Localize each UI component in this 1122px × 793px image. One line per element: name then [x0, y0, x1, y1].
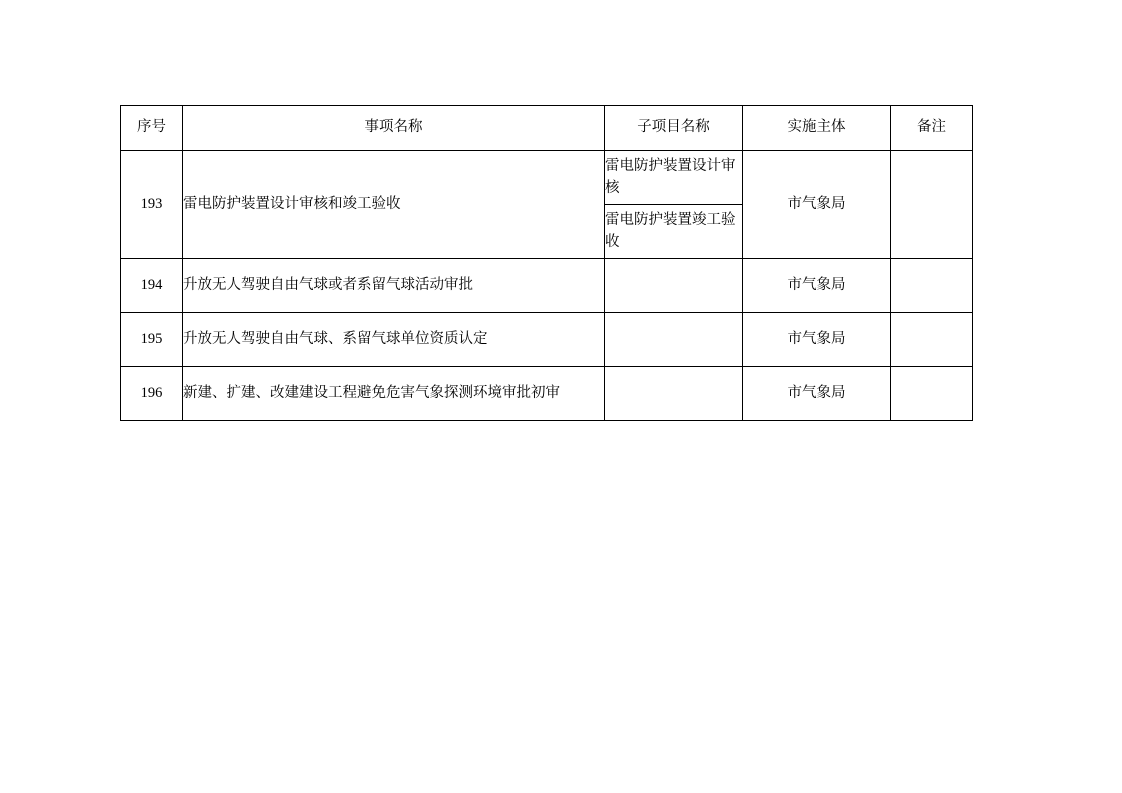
header-remarks: 备注	[891, 106, 973, 151]
header-implementing-body: 实施主体	[743, 106, 891, 151]
cell-seq: 195	[121, 313, 183, 367]
cell-seq: 193	[121, 151, 183, 259]
cell-remarks	[891, 367, 973, 421]
cell-item-name: 新建、扩建、改建建设工程避免危害气象探测环境审批初审	[183, 367, 605, 421]
table-header-row	[121, 106, 973, 151]
cell-remarks	[891, 313, 973, 367]
table-row	[121, 259, 973, 313]
cell-subitem-name	[605, 313, 743, 367]
cell-implementing-body: 市气象局	[743, 259, 891, 313]
table-body	[121, 151, 973, 421]
cell-item-name: 升放无人驾驶自由气球或者系留气球活动审批	[183, 259, 605, 313]
cell-subitem-name	[605, 367, 743, 421]
table-container	[120, 105, 972, 421]
header-subitem-name: 子项目名称	[605, 106, 743, 151]
cell-subitem-name: 雷电防护装置设计审核	[605, 151, 743, 205]
cell-subitem-name	[605, 259, 743, 313]
cell-item-name: 雷电防护装置设计审核和竣工验收	[183, 151, 605, 259]
cell-item-name: 升放无人驾驶自由气球、系留气球单位资质认定	[183, 313, 605, 367]
table-row	[121, 367, 973, 421]
cell-implementing-body: 市气象局	[743, 367, 891, 421]
cell-subitem-name: 雷电防护装置竣工验收	[605, 205, 743, 259]
header-seq: 序号	[121, 106, 183, 151]
table-header	[121, 106, 973, 151]
cell-seq: 194	[121, 259, 183, 313]
cell-remarks	[891, 151, 973, 259]
header-item-name: 事项名称	[183, 106, 605, 151]
cell-remarks	[891, 259, 973, 313]
table-row	[121, 151, 973, 205]
cell-seq: 196	[121, 367, 183, 421]
table-row	[121, 313, 973, 367]
cell-implementing-body: 市气象局	[743, 151, 891, 259]
cell-implementing-body: 市气象局	[743, 313, 891, 367]
approval-items-table	[120, 105, 973, 421]
